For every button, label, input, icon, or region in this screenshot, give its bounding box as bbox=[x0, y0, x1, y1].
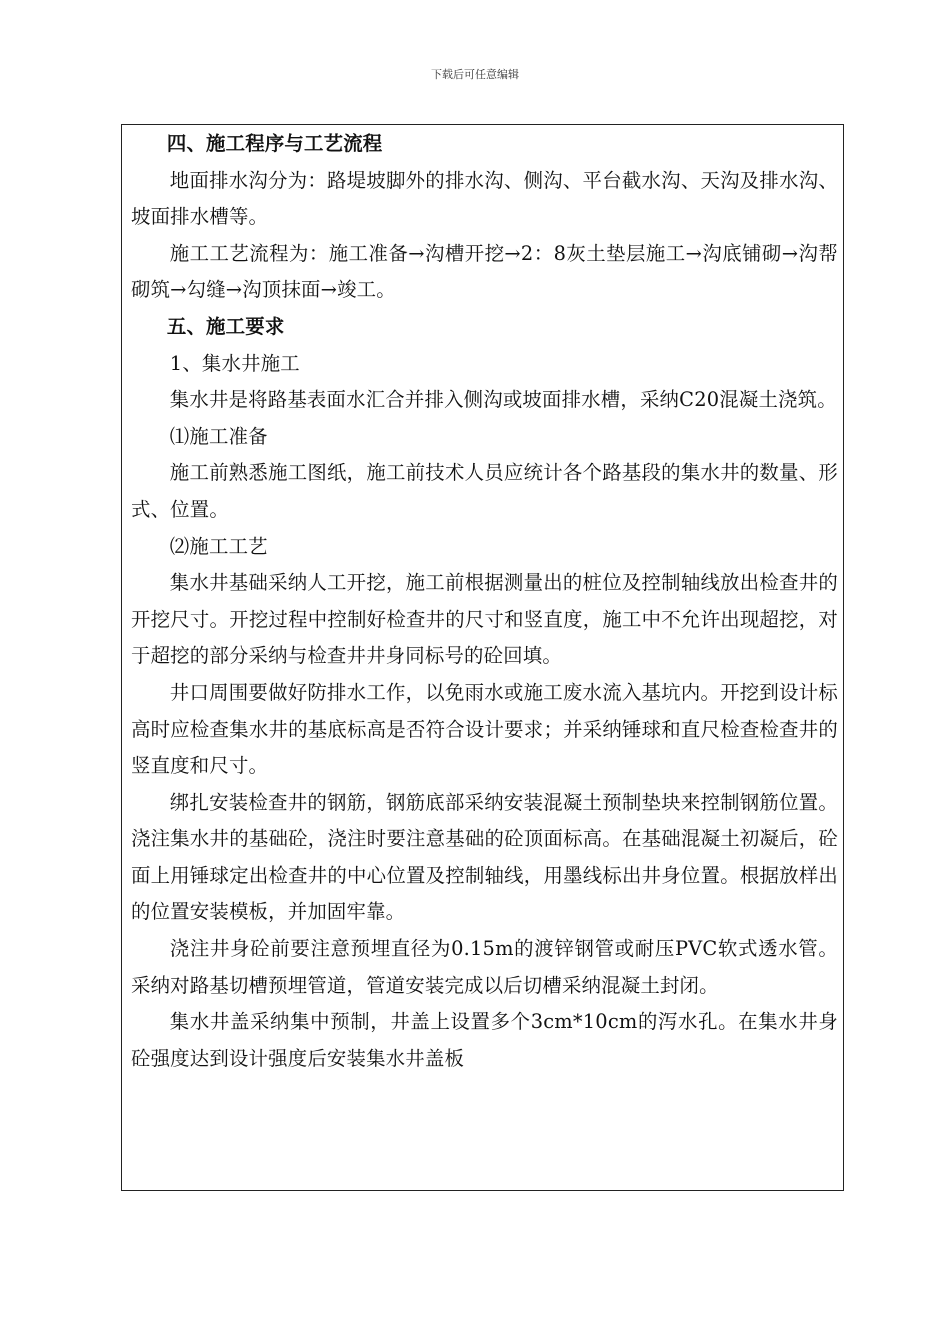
section-4-paragraph-2: 施工工艺流程为：施工准备→沟槽开挖→2：8灰土垫层施工→沟底铺砌→沟帮砌筑→勾缝→沟顶抹面→竣工。 bbox=[131, 241, 838, 302]
item-2-title: ⑵施工工艺 bbox=[169, 534, 268, 558]
subsection-1-paragraph: 集水井是将路基表面水汇合并排入侧沟或坡面排水槽，采纳C20混凝土浇筑。 bbox=[169, 388, 837, 412]
section-4-heading: 四、施工程序与工艺流程 bbox=[166, 132, 383, 155]
item-2-paragraph-1: 集水井基础采纳人工开挖，施工前根据测量出的桩位及控制轴线放出检查井的开挖尺寸。开挖过程中控制好检查井的尺寸和竖直度，施工中不允许出现超挖，对于超挖的部分采纳与检查井井身同标号的砼回填。 bbox=[131, 571, 838, 668]
item-1-paragraph: 施工前熟悉施工图纸，施工前技术人员应统计各个路基段的集水井的数量、形式、位置。 bbox=[131, 461, 838, 521]
subsection-1-title: 1、集水井施工 bbox=[169, 351, 300, 375]
item-2-paragraph-5: 集水井盖采纳集中预制，井盖上设置多个3cm*10cm的泻水孔。在集水井身砼强度达到设计强度后安装集水井盖板 bbox=[131, 1010, 838, 1070]
section-5-heading: 五、施工要求 bbox=[166, 314, 285, 338]
document-body bbox=[131, 126, 838, 1077]
item-2-paragraph-4: 浇注井身砼前要注意预埋直径为0.15m的渡锌钢管或耐压PVC软式透水管。采纳对路基切槽预埋管道，管道安装完成以后切槽采纳混凝土封闭。 bbox=[131, 937, 838, 997]
header-note: 下载后可任意编辑 bbox=[431, 68, 519, 81]
item-1-title: ⑴施工准备 bbox=[169, 424, 268, 448]
section-4-paragraph-1: 地面排水沟分为：路堤坡脚外的排水沟、侧沟、平台截水沟、天沟及排水沟、坡面排水槽等。 bbox=[131, 168, 838, 229]
item-2-paragraph-2: 井口周围要做好防排水工作，以免雨水或施工废水流入基坑内。开挖到设计标高时应检查集水井的基底标高是否符合设计要求；并采纳锤球和直尺检查检查井的竖直度和尺寸。 bbox=[131, 680, 838, 778]
item-2-paragraph-3: 绑扎安装检查井的钢筋，钢筋底部采纳安装混凝土预制垫块来控制钢筋位置。浇注集水井的基础砼，浇注时要注意基础的砼顶面标高。在基础混凝土初凝后，砼面上用锤球定出检查井的中心位置及控制轴线，用墨线标出井身位置。根据放样出的位置安装模板，并加固牢靠。 bbox=[131, 790, 838, 924]
